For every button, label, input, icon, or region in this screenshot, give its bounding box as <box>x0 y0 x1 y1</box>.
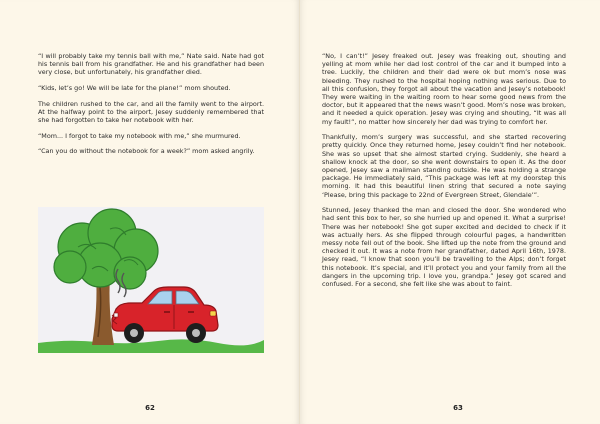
page-number-left: 62 <box>145 404 155 412</box>
left-paragraph-1: “I will probably take my tennis ball with me,” Nate said. Nate had got his tennis ball from his grandfather. He and his grandfather had been very close, but unfortunately, his grandfather died. <box>38 52 264 77</box>
right-page-text <box>322 52 566 296</box>
car-crash-illustration <box>38 207 264 353</box>
right-paragraph-2: Thankfully, mom’s surgery was successful, and she started recovering pretty quickly. Once they returned home, Jesey couldn’t find her notebook. She was so upset that she almost started crying. Suddenly, she heard a shallow knock at the door, so she went downstairs to open it. As the door opened, Jesey saw a mailman standing outside. He was holding a strange package. He immediately said, “This package was left at my doorstep this morning. It had this beautiful linen string that secured a note saying ‘Please, bring this package to 22nd of Evergreen Street, Glendale’”. <box>322 133 566 199</box>
left-paragraph-3: The children rushed to the car, and all the family went to the airport. At the halfway point to the airport, Jesey suddenly remembered that she had forgotten to take her notebook with her. <box>38 99 264 124</box>
left-paragraph-4: “Mom... I forgot to take my notebook with me,” she murmured. <box>38 131 241 140</box>
right-page <box>300 0 600 424</box>
left-paragraph-2: “Kids, let’s go! We will be late for the plane!” mom shouted. <box>38 84 231 92</box>
right-paragraph-3: Stunned, Jesey thanked the man and closed the door. She wondered who had sent this box to her, so she hurried up and opened it. What a surprise! There was her notebook! She got super excited and decided to check if it was actually hers. As she flipped through colourful pages, a handwritten messy note fell out of the book. She lifted up the note from the ground and checked it out. It was a note from her grandfather, dated April 16th, 1978. Jesey read, “I know that soon you’ll be travelling to the Alps; don’t forget this notebook. It’s special, and it’ll protect you and your family from all the dangers in the upcoming trip. I love you, grandpa.” Jesey got scared and confused. For a second, she felt like she was about to faint. <box>322 206 566 289</box>
left-page-text <box>38 52 264 163</box>
left-paragraph-5: “Can you do without the notebook for a week?” mom asked angrily. <box>38 147 255 156</box>
right-paragraph-1: “No, I can’t!” Jesey freaked out. Jesey was freaking out, shouting and yelling at mom while her dad lost control of the car and it bumped into a tree. Luckily, the children and their dad were ok but mom’s nose was bleeding. They rushed to the hospital hoping nothing was serious. Due to all this confusion, they forgot all about the vacation and Jesey’s notebook! They were waiting in the waiting room to hear some good news from the doctor, but it appeared that the news wasn’t good. Mom’s nose was broken, and it needed a quick operation. Jesey was crying and shouting, “It was all my fault!”, no matter how sincerely her dad was trying to comfort her. <box>322 52 566 126</box>
car-crash-drawing <box>38 207 264 353</box>
page-number-right: 63 <box>453 404 463 412</box>
